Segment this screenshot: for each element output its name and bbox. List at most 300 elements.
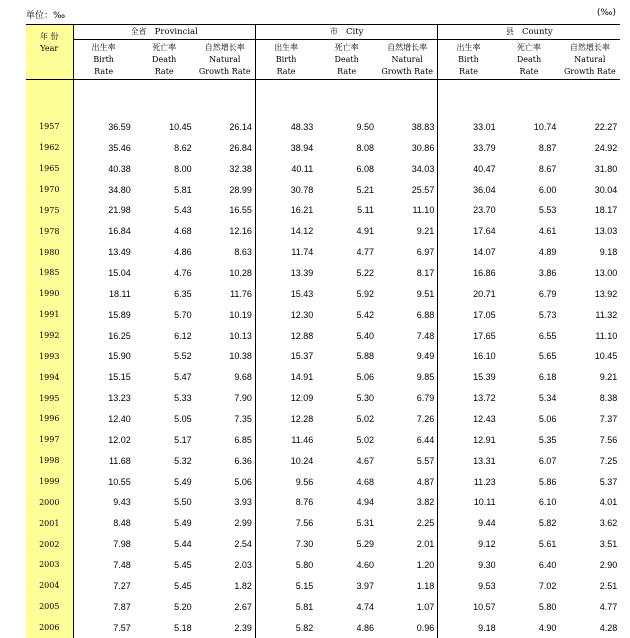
value-cell: 5.49 [174, 476, 192, 487]
value-cell: 5.86 [538, 476, 557, 487]
value-cell: 16.21 [290, 205, 314, 216]
value-cell: 38.94 [290, 142, 314, 153]
group-label-zh: 全省 [130, 27, 147, 36]
table-row [26, 346, 620, 367]
year-cell: 1997 [26, 429, 73, 450]
value-cell: 12.02 [108, 434, 131, 445]
table-row [26, 596, 620, 617]
value-cell: 15.43 [290, 288, 314, 299]
value-cell: 5.45 [174, 580, 192, 591]
value-cell: 6.44 [377, 429, 438, 450]
table-row [26, 117, 620, 138]
value-cell: 33.79 [473, 142, 496, 153]
value-cell: 11.74 [291, 247, 314, 258]
value-cell: 8.38 [599, 393, 618, 404]
table-row [26, 534, 620, 555]
value-cell: 9.18 [478, 622, 496, 633]
value-cell: 4.86 [356, 622, 375, 633]
value-cell: 15.90 [108, 351, 131, 362]
value-cell: 7.27 [113, 580, 131, 591]
value-cell: 7.48 [377, 325, 438, 346]
value-cell: 34.80 [108, 184, 131, 195]
year-cell: 2000 [26, 492, 73, 513]
year-cell: 1985 [26, 263, 73, 284]
value-cell: 16.86 [473, 267, 496, 278]
year-cell: 2005 [26, 596, 73, 617]
value-cell: 23.70 [473, 205, 496, 216]
value-cell: 12.40 [108, 413, 131, 424]
year-cell: 1996 [26, 409, 73, 430]
value-cell: 5.20 [174, 601, 192, 612]
group-label-en: City [345, 27, 364, 37]
value-cell: 40.47 [473, 163, 496, 174]
value-cell: 7.25 [599, 455, 618, 466]
value-cell: 2.99 [195, 513, 256, 534]
value-cell: 6.40 [538, 559, 557, 570]
value-cell: 4.67 [356, 455, 375, 466]
value-cell: 26.84 [195, 137, 256, 158]
value-cell: 15.37 [290, 351, 314, 362]
year-cell: 2002 [26, 534, 73, 555]
value-cell: 3.93 [195, 492, 256, 513]
value-cell: 5.92 [356, 288, 375, 299]
value-cell: 8.48 [113, 518, 131, 529]
value-cell: 15.04 [108, 267, 131, 278]
value-cell: 31.80 [594, 163, 618, 174]
sub-header-en-line1: Birth [93, 55, 114, 64]
value-cell: 8.17 [377, 263, 438, 284]
value-cell: 6.08 [356, 163, 375, 174]
value-cell: 21.98 [108, 205, 131, 216]
value-cell: 5.40 [356, 330, 375, 341]
value-cell: 9.18 [599, 247, 618, 258]
value-cell: 5.02 [356, 434, 375, 445]
value-cell: 16.25 [108, 330, 131, 341]
value-cell: 4.61 [538, 226, 557, 237]
sub-header-en-line2: Rate [154, 67, 174, 76]
value-cell: 0.96 [377, 617, 438, 638]
value-cell: 5.22 [356, 267, 375, 278]
value-cell: 7.98 [113, 539, 131, 550]
value-cell: 11.32 [595, 309, 618, 320]
sub-header-natural-growth [559, 40, 620, 80]
year-cell: 2004 [26, 575, 73, 596]
value-cell: 20.71 [473, 288, 496, 299]
value-cell: 7.26 [377, 409, 438, 430]
value-cell: 6.12 [174, 330, 192, 341]
value-cell: 38.83 [377, 117, 438, 138]
sub-header-zh: 出生率 [91, 43, 116, 52]
value-cell: 3.82 [377, 492, 438, 513]
value-cell: 6.00 [538, 184, 557, 195]
value-cell: 15.89 [108, 309, 131, 320]
value-cell: 6.10 [538, 497, 557, 508]
value-cell: 4.76 [174, 267, 192, 278]
value-cell: 4.01 [599, 497, 618, 508]
value-cell: 9.44 [478, 518, 496, 529]
sub-header-en-line2: Rate [94, 67, 114, 76]
group-header-county [438, 25, 620, 40]
value-cell: 16.84 [108, 226, 131, 237]
sub-header-birth [73, 40, 134, 80]
sub-header-death [499, 40, 560, 80]
sub-header-zh: 死亡率 [334, 43, 359, 52]
value-cell: 33.01 [473, 121, 496, 132]
year-cell: 2006 [26, 617, 73, 638]
value-cell: 5.11 [357, 205, 375, 216]
year-cell: 1995 [26, 388, 73, 409]
value-cell: 2.54 [195, 534, 256, 555]
value-cell: 5.15 [295, 580, 314, 591]
value-cell: 3.62 [599, 518, 618, 529]
value-cell: 5.32 [174, 455, 192, 466]
value-cell: 9.56 [295, 476, 314, 487]
table-row [26, 263, 620, 284]
value-cell: 8.00 [174, 163, 192, 174]
value-cell: 12.91 [473, 434, 496, 445]
table-row [26, 388, 620, 409]
value-cell: 6.85 [195, 429, 256, 450]
value-cell: 4.74 [356, 601, 375, 612]
value-cell: 16.10 [473, 351, 496, 362]
value-cell: 13.39 [290, 267, 314, 278]
value-cell: 2.51 [599, 580, 618, 591]
value-cell: 8.08 [356, 142, 375, 153]
year-cell: 2003 [26, 555, 73, 576]
sub-header-en-line2: Growth Rate [198, 67, 251, 76]
year-cell: 1978 [26, 221, 73, 242]
table-row [26, 492, 620, 513]
value-cell: 4.89 [538, 247, 557, 258]
value-cell: 6.79 [538, 288, 557, 299]
value-cell: 14.12 [290, 226, 314, 237]
value-cell: 9.51 [377, 283, 438, 304]
value-cell: 9.12 [478, 539, 496, 550]
value-cell: 48.33 [290, 121, 314, 132]
sub-header-en-line1: Death [516, 55, 542, 64]
sub-header-birth [438, 40, 499, 80]
value-cell: 9.68 [195, 367, 256, 388]
sub-header-en-line2: Rate [337, 67, 357, 76]
value-cell: 36.04 [473, 184, 496, 195]
sub-header-en-line1: Birth [458, 55, 479, 64]
value-cell: 8.62 [174, 142, 192, 153]
value-cell: 5.57 [377, 450, 438, 471]
value-cell: 5.70 [174, 309, 192, 320]
table-row [26, 450, 620, 471]
sub-header-death [316, 40, 377, 80]
sub-header-zh: 死亡率 [517, 43, 542, 52]
value-cell: 7.02 [538, 580, 557, 591]
sub-header-en-line2: Rate [519, 67, 539, 76]
value-cell: 11.46 [291, 434, 314, 445]
value-cell: 5.53 [538, 205, 557, 216]
value-cell: 13.23 [108, 393, 131, 404]
sub-header-en-line2: Rate [276, 67, 296, 76]
value-cell: 1.82 [195, 575, 256, 596]
table-row [26, 283, 620, 304]
sub-header-natural-growth [377, 40, 438, 80]
year-cell: 2001 [26, 513, 73, 534]
value-cell: 14.07 [473, 247, 496, 258]
value-cell: 5.33 [174, 393, 192, 404]
value-cell: 7.56 [295, 518, 314, 529]
value-cell: 18.17 [594, 205, 618, 216]
value-cell: 5.61 [538, 539, 557, 550]
value-cell: 15.15 [108, 372, 131, 383]
value-cell: 15.39 [473, 372, 496, 383]
value-cell: 7.90 [195, 388, 256, 409]
sub-header-zh: 自然增长率 [569, 43, 610, 52]
sub-header-en-line1: Birth [275, 55, 297, 64]
value-cell: 1.07 [377, 596, 438, 617]
value-cell: 2.03 [195, 555, 256, 576]
table-row [26, 617, 620, 638]
year-header-zh: 年 份 [39, 32, 59, 41]
value-cell: 30.86 [377, 137, 438, 158]
year-cell: 1999 [26, 471, 73, 492]
value-cell: 7.57 [113, 622, 131, 633]
table-row [26, 555, 620, 576]
value-cell: 4.60 [356, 559, 375, 570]
value-cell: 6.79 [377, 388, 438, 409]
value-cell: 5.73 [538, 309, 557, 320]
value-cell: 2.90 [599, 559, 618, 570]
value-cell: 26.14 [195, 117, 256, 138]
value-cell: 8.87 [538, 142, 557, 153]
year-cell: 1993 [26, 346, 73, 367]
value-cell: 14.91 [290, 372, 314, 383]
group-label-en: Provincial [154, 27, 198, 37]
value-cell: 30.78 [290, 184, 314, 195]
value-cell: 5.50 [174, 497, 192, 508]
value-cell: 7.87 [113, 601, 131, 612]
spacer-row [26, 80, 620, 117]
value-cell: 5.44 [174, 539, 192, 550]
value-cell: 7.56 [599, 434, 618, 445]
value-cell: 5.17 [174, 434, 192, 445]
sub-header-birth [255, 40, 316, 80]
value-cell: 40.38 [108, 163, 131, 174]
value-cell: 7.30 [295, 539, 314, 550]
table-row [26, 158, 620, 179]
table-body [26, 80, 620, 638]
value-cell: 5.06 [195, 471, 256, 492]
value-cell: 2.25 [377, 513, 438, 534]
value-cell: 10.13 [195, 325, 256, 346]
value-cell: 2.67 [195, 596, 256, 617]
value-cell: 10.11 [473, 497, 496, 508]
value-cell: 11.68 [108, 455, 131, 466]
value-cell: 3.51 [599, 539, 618, 550]
sub-header-en-line1: Natural [391, 55, 423, 64]
value-cell: 5.05 [174, 413, 192, 424]
table-row [26, 137, 620, 158]
value-cell: 13.49 [108, 247, 131, 258]
value-cell: 13.00 [594, 267, 618, 278]
value-cell: 5.35 [538, 434, 557, 445]
value-cell: 5.31 [356, 518, 375, 529]
year-header-en: Year [40, 44, 59, 53]
value-cell: 5.80 [295, 559, 314, 570]
value-cell: 10.74 [533, 121, 557, 132]
value-cell: 4.87 [377, 471, 438, 492]
value-cell: 36.59 [108, 121, 131, 132]
value-cell: 13.31 [473, 455, 496, 466]
sub-header-natural-growth [195, 40, 256, 80]
value-cell: 12.28 [290, 413, 314, 424]
value-cell: 10.28 [195, 263, 256, 284]
value-cell: 9.85 [377, 367, 438, 388]
value-cell: 17.64 [473, 226, 496, 237]
value-cell: 2.01 [377, 534, 438, 555]
sub-header-en-line2: Growth Rate [381, 67, 434, 76]
value-cell: 5.81 [295, 601, 314, 612]
value-cell: 8.63 [195, 242, 256, 263]
value-cell: 1.20 [377, 555, 438, 576]
value-cell: 11.10 [377, 200, 438, 221]
value-cell: 4.91 [356, 226, 375, 237]
value-cell: 13.72 [473, 393, 496, 404]
value-cell: 4.68 [174, 226, 192, 237]
value-cell: 6.97 [377, 242, 438, 263]
value-cell: 4.77 [599, 601, 618, 612]
year-cell: 1962 [26, 137, 73, 158]
value-cell: 6.36 [195, 450, 256, 471]
value-cell: 3.97 [356, 580, 375, 591]
value-cell: 5.06 [538, 413, 557, 424]
value-cell: 5.29 [356, 539, 375, 550]
value-cell: 5.65 [538, 351, 557, 362]
value-cell: 5.43 [174, 205, 192, 216]
value-cell: 9.21 [599, 372, 618, 383]
value-cell: 4.86 [174, 247, 192, 258]
value-cell: 10.45 [169, 121, 192, 132]
year-cell: 1990 [26, 283, 73, 304]
value-cell: 6.88 [377, 304, 438, 325]
sub-header-zh: 出生率 [456, 43, 481, 52]
value-cell: 7.35 [195, 409, 256, 430]
value-cell: 10.55 [108, 476, 131, 487]
value-cell: 5.37 [599, 476, 618, 487]
value-cell: 5.49 [174, 518, 192, 529]
sub-header-en-line1: Death [152, 55, 177, 64]
value-cell: 17.65 [473, 330, 496, 341]
value-cell: 6.18 [538, 372, 557, 383]
value-cell: 4.77 [356, 247, 375, 258]
value-cell: 4.68 [356, 476, 375, 487]
value-cell: 5.42 [356, 309, 375, 320]
group-header-provincial [73, 25, 255, 40]
birth-death-rate-table [26, 24, 620, 638]
value-cell: 8.67 [538, 163, 557, 174]
value-cell: 5.80 [538, 601, 557, 612]
value-cell: 4.94 [356, 497, 375, 508]
value-cell: 11.76 [195, 283, 256, 304]
value-cell: 11.10 [595, 330, 618, 341]
value-cell: 10.19 [195, 304, 256, 325]
value-cell: 6.55 [538, 330, 557, 341]
sub-header-en-line1: Natural [209, 55, 241, 64]
value-cell: 5.82 [295, 622, 314, 633]
value-cell: 12.88 [290, 330, 314, 341]
year-column-header [26, 25, 73, 80]
value-cell: 13.92 [594, 288, 618, 299]
value-cell: 35.46 [108, 142, 131, 153]
value-cell: 5.34 [538, 393, 557, 404]
table-row [26, 221, 620, 242]
value-cell: 9.53 [478, 580, 496, 591]
sub-header-zh: 出生率 [274, 43, 299, 52]
value-cell: 25.57 [377, 179, 438, 200]
value-cell: 9.43 [113, 497, 131, 508]
value-cell: 9.30 [478, 559, 496, 570]
value-cell: 8.76 [295, 497, 314, 508]
value-cell: 1.18 [377, 575, 438, 596]
sub-header-en-line2: Growth Rate [563, 67, 616, 76]
value-cell: 4.28 [599, 622, 618, 633]
value-cell: 5.52 [174, 351, 192, 362]
value-cell: 9.50 [356, 121, 375, 132]
year-cell: 1991 [26, 304, 73, 325]
table-row [26, 367, 620, 388]
sub-header-zh: 自然增长率 [387, 43, 428, 52]
group-header-city [255, 25, 437, 40]
value-cell: 12.43 [473, 413, 496, 424]
value-cell: 10.45 [594, 351, 618, 362]
value-cell: 10.24 [290, 455, 314, 466]
value-cell: 34.03 [377, 158, 438, 179]
value-cell: 5.06 [356, 372, 375, 383]
value-cell: 2.39 [195, 617, 256, 638]
value-cell: 5.45 [174, 559, 192, 570]
value-cell: 17.05 [473, 309, 496, 320]
value-cell: 5.21 [356, 184, 375, 195]
year-cell: 1992 [26, 325, 73, 346]
value-cell: 10.57 [473, 601, 496, 612]
table-row [26, 513, 620, 534]
table-row [26, 575, 620, 596]
value-cell: 7.37 [599, 413, 618, 424]
sub-header-zh: 自然增长率 [204, 43, 245, 52]
group-label-zh: 市 [329, 27, 338, 36]
value-cell: 10.38 [195, 346, 256, 367]
value-cell: 12.30 [290, 309, 314, 320]
value-cell: 9.49 [377, 346, 438, 367]
table-row [26, 325, 620, 346]
value-cell: 12.16 [195, 221, 256, 242]
sub-header-en-line2: Rate [459, 67, 478, 76]
sub-header-row [26, 40, 620, 80]
value-cell: 22.27 [594, 121, 618, 132]
sub-header-zh: 死亡率 [152, 43, 177, 52]
sub-header-death [134, 40, 195, 80]
table-header [26, 25, 620, 80]
sub-header-en-line1: Natural [574, 55, 606, 64]
value-cell: 5.47 [174, 372, 192, 383]
value-cell: 18.11 [108, 288, 131, 299]
group-label-en: County [521, 27, 553, 37]
table-row [26, 304, 620, 325]
year-cell: 1965 [26, 158, 73, 179]
value-cell: 6.35 [174, 288, 192, 299]
value-cell: 13.03 [594, 226, 618, 237]
value-cell: 5.18 [174, 622, 192, 633]
value-cell: 11.23 [473, 476, 496, 487]
table-row [26, 409, 620, 430]
year-cell: 1998 [26, 450, 73, 471]
table-row [26, 429, 620, 450]
